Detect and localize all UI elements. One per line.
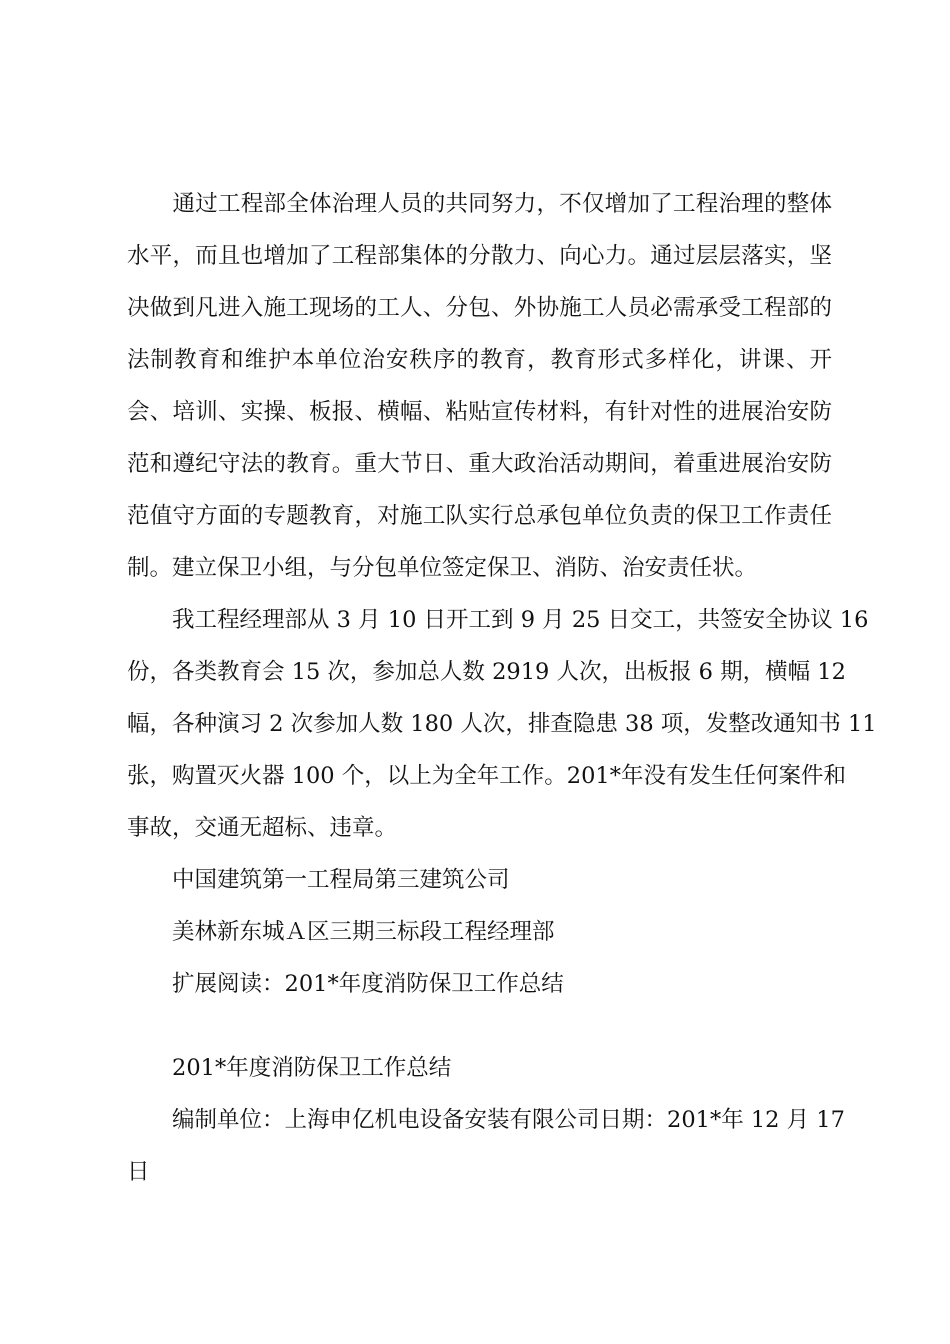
paragraph-1-line-1: 通过工程部全体治理人员的共同努力，不仅增加了工程治理的整体 — [127, 191, 832, 217]
paragraph-1-line-6: 范和遵纪守法的教育。重大节日、重大政治活动期间，着重进展治安防 — [127, 451, 832, 477]
department-name: 美林新东城Ａ区三期三标段工程经理部 — [127, 919, 555, 945]
compiler-line-2: 日 — [127, 1159, 150, 1185]
paragraph-2-line-3: 幅，各种演习 2 次参加人数 180 人次，排查隐患 38 项，发整改通知书 11 — [127, 711, 877, 737]
paragraph-1-line-5: 会、培训、实操、板报、横幅、粘贴宣传材料，有针对性的进展治安防 — [127, 399, 832, 425]
extended-reading: 扩展阅读：201*年度消防保卫工作总结 — [127, 971, 564, 997]
paragraph-2-line-1: 我工程经理部从 3 月 10 日开工到 9 月 25 日交工，共签安全协议 16 — [127, 607, 869, 633]
paragraph-1-line-8: 制。建立保卫小组，与分包单位签定保卫、消防、治安责任状。 — [127, 555, 758, 581]
paragraph-2-line-2: 份，各类教育会 15 次，参加总人数 2919 人次，出板报 6 期，横幅 12 — [127, 659, 846, 685]
paragraph-1-line-3: 决做到凡进入施工现场的工人、分包、外协施工人员必需承受工程部的 — [127, 295, 832, 321]
paragraph-1-line-2: 水平，而且也增加了工程部集体的分散力、向心力。通过层层落实，坚 — [127, 243, 832, 269]
paragraph-1-line-4: 法制教育和维护本单位治安秩序的教育，教育形式多样化，讲课、开 — [127, 347, 832, 373]
compiler-line-1: 编制单位：上海申亿机电设备安装有限公司日期：201*年 12 月 17 — [127, 1107, 845, 1133]
paragraph-2-line-5: 事故，交通无超标、违章。 — [127, 815, 398, 841]
section-title: 201*年度消防保卫工作总结 — [127, 1055, 452, 1081]
paragraph-1-line-7: 范值守方面的专题教育，对施工队实行总承包单位负责的保卫工作责任 — [127, 503, 832, 529]
paragraph-2-line-4: 张，购置灭火器 100 个，以上为全年工作。201*年没有发生任何案件和 — [127, 763, 846, 789]
company-name: 中国建筑第一工程局第三建筑公司 — [127, 867, 510, 893]
